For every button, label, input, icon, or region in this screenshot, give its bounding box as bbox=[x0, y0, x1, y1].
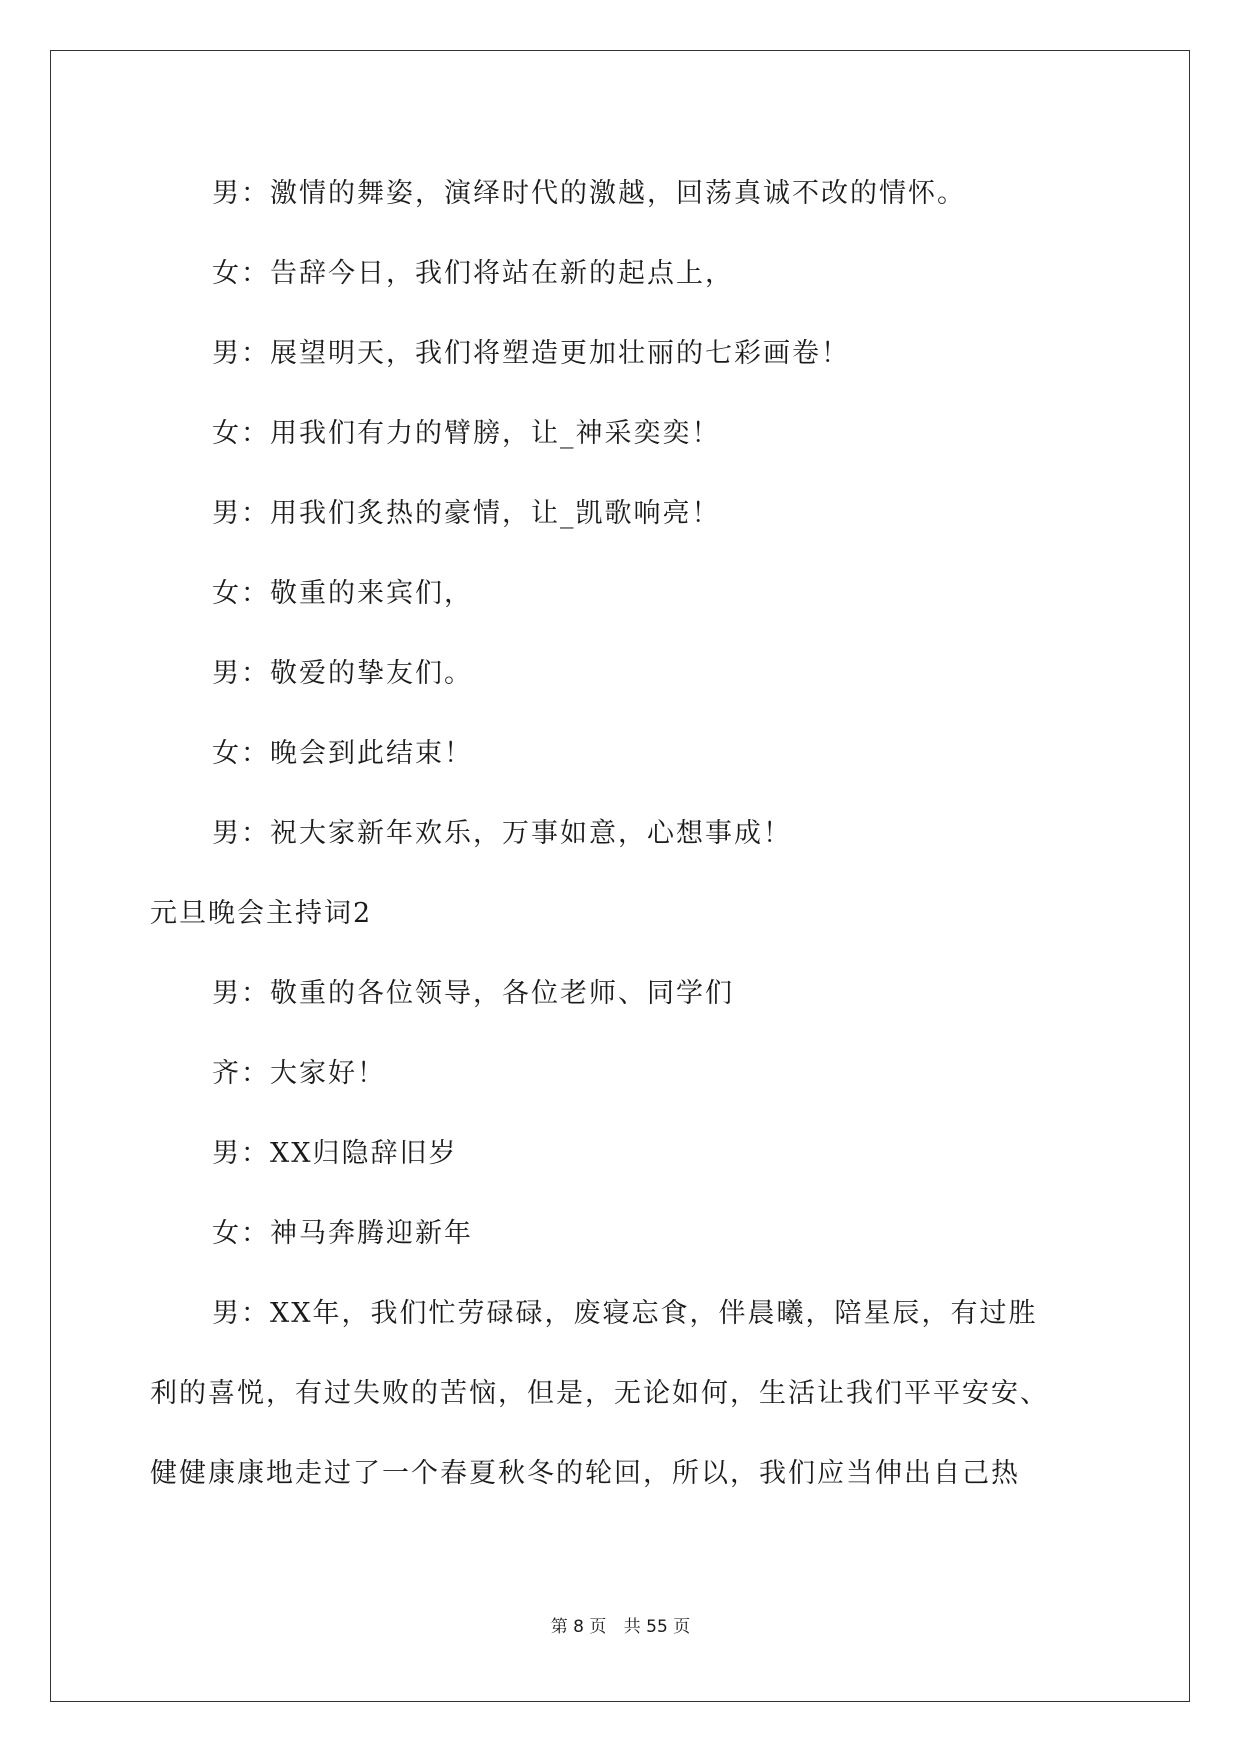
dialogue-line: 女：用我们有力的臂膀，让_神采奕奕！ bbox=[212, 418, 721, 449]
dialogue-line: 男：祝大家新年欢乐，万事如意，心想事成！ bbox=[212, 818, 792, 849]
page-footer bbox=[0, 1612, 1241, 1637]
page-number-current: 第 8 页 bbox=[550, 1617, 607, 1637]
dialogue-line: 女：晚会到此结束！ bbox=[212, 738, 473, 769]
dialogue-line: 女：敬重的来宾们， bbox=[212, 578, 473, 609]
section-heading: 元旦晚会主持词2 bbox=[150, 898, 373, 929]
dialogue-line: 男：敬爱的挚友们。 bbox=[212, 658, 473, 689]
paragraph-line: 男：XX年，我们忙劳碌碌，废寝忘食，伴晨曦，陪星辰，有过胜 bbox=[212, 1298, 1038, 1329]
dialogue-line: 男：展望明天，我们将塑造更加壮丽的七彩画卷！ bbox=[212, 338, 850, 369]
paragraph-line: 健健康康地走过了一个春夏秋冬的轮回，所以，我们应当伸出自己热 bbox=[150, 1458, 1020, 1489]
dialogue-line: 男：激情的舞姿，演绎时代的激越，回荡真诚不改的情怀。 bbox=[212, 178, 966, 209]
dialogue-line: 女：神马奔腾迎新年 bbox=[212, 1218, 473, 1249]
dialogue-line: 男：XX归隐辞旧岁 bbox=[212, 1138, 458, 1169]
dialogue-line: 男：用我们炙热的豪情，让_凯歌响亮！ bbox=[212, 498, 721, 529]
dialogue-line: 男：敬重的各位领导，各位老师、同学们 bbox=[212, 978, 734, 1009]
paragraph-line: 利的喜悦，有过失败的苦恼，但是，无论如何，生活让我们平平安安、 bbox=[150, 1378, 1049, 1409]
dialogue-line: 齐：大家好！ bbox=[212, 1058, 386, 1089]
dialogue-line: 女：告辞今日，我们将站在新的起点上， bbox=[212, 258, 734, 289]
page-number-total: 共 55 页 bbox=[623, 1617, 691, 1637]
